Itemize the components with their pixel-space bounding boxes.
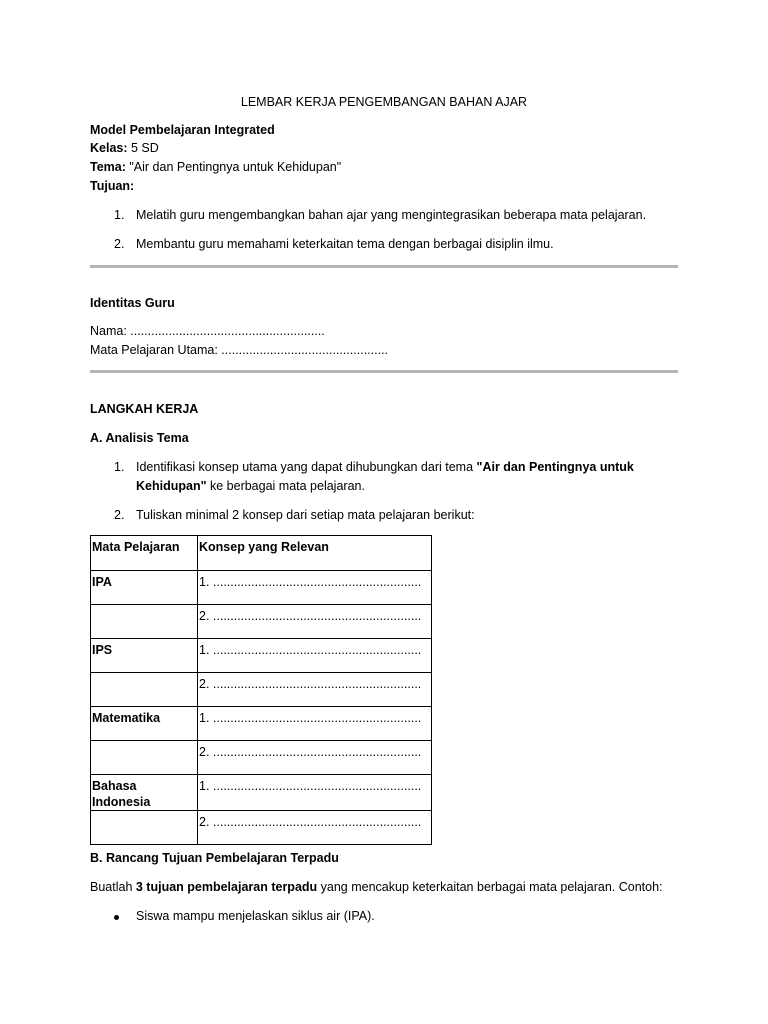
subject-cell: IPS [91,639,198,673]
model-heading: Model Pembelajaran Integrated [90,123,275,137]
a-item-text: Identifikasi konsep utama yang dapat dihubungkan dari tema [136,460,477,474]
tujuan-label: Tujuan: [90,179,135,193]
kelas-line [90,141,159,155]
section-a-heading: A. Analisis Tema [90,431,189,445]
subject-cell [91,811,198,845]
a-item-text-line1 [136,460,634,474]
concept-cell[interactable]: 2. ............................................................ [198,741,432,775]
b-intro-emphasis: 3 tujuan pembelajaran terpadu [135,880,318,894]
kelas-label: Kelas: [90,141,128,155]
concept-table [90,535,432,845]
table-header-row [91,536,432,571]
tema-label: Tema: [90,160,126,174]
b-intro-text: yang mencakup keterkaitan berbagai mata pelajaran. Contoh: [317,880,663,894]
horizontal-divider [90,265,678,268]
identitas-heading: Identitas Guru [90,296,175,310]
concept-cell[interactable]: 1. ............................................................ [198,571,432,605]
concept-cell[interactable]: 2. ............................................................ [198,673,432,707]
table-row [91,571,432,605]
section-b-heading: B. Rancang Tujuan Pembelajaran Terpadu [90,851,339,865]
b-intro-text: Buatlah [90,880,136,894]
table-row [91,741,432,775]
langkah-kerja-heading: LANGKAH KERJA [90,402,199,416]
subject-cell: Bahasa Indonesia [91,775,198,811]
a-item-theme: "Air dan Pentingnya untuk [476,460,634,474]
horizontal-divider [90,370,678,373]
a-item-text: ke berbagai mata pelajaran. [206,479,365,493]
table-row [91,775,432,811]
kelas-value: 5 SD [127,141,159,155]
table-row [91,811,432,845]
a-item-text-line2 [136,479,365,493]
tema-line [90,160,341,174]
mata-pelajaran-field: Mata Pelajaran Utama: ................................................ [90,343,389,357]
tujuan-item-text: Melatih guru mengembangkan bahan ajar yang mengintegrasikan beberapa mata pelajaran. [136,208,647,222]
table-header-cell: Konsep yang Relevan [198,536,432,571]
section-b-intro [90,880,663,894]
concept-cell[interactable]: 2. ............................................................ [198,811,432,845]
tema-value: "Air dan Pentingnya untuk Kehidupan" [125,160,342,174]
concept-cell[interactable]: 1. ............................................................ [198,707,432,741]
table-row [91,639,432,673]
table-row [91,673,432,707]
tujuan-item-number: 1. [114,208,125,222]
subject-cell [91,741,198,775]
table-row [91,707,432,741]
tujuan-item-text: Membantu guru memahami keterkaitan tema dengan berbagai disiplin ilmu. [136,237,554,251]
concept-cell[interactable]: 2. ............................................................ [198,605,432,639]
table-header-cell: Mata Pelajaran [91,536,198,571]
a-item-theme: Kehidupan" [136,479,207,493]
a-item-number: 1. [114,460,125,474]
subject-cell [91,673,198,707]
concept-cell[interactable]: 1. ............................................................ [198,775,432,811]
document-title: LEMBAR KERJA PENGEMBANGAN BAHAN AJAR [240,95,528,109]
concept-cell[interactable]: 1. ............................................................ [198,639,432,673]
a-item-number: 2. [114,508,125,522]
nama-field: Nama: ........................................................ [90,324,325,338]
subject-cell [91,605,198,639]
bullet-item-text: Siswa mampu menjelaskan siklus air (IPA). [136,909,375,923]
bullet-icon [114,915,119,920]
a-item-text: Tuliskan minimal 2 konsep dari setiap mata pelajaran berikut: [136,508,475,522]
subject-cell: IPA [91,571,198,605]
table-row [91,605,432,639]
subject-cell: Matematika [91,707,198,741]
tujuan-item-number: 2. [114,237,125,251]
